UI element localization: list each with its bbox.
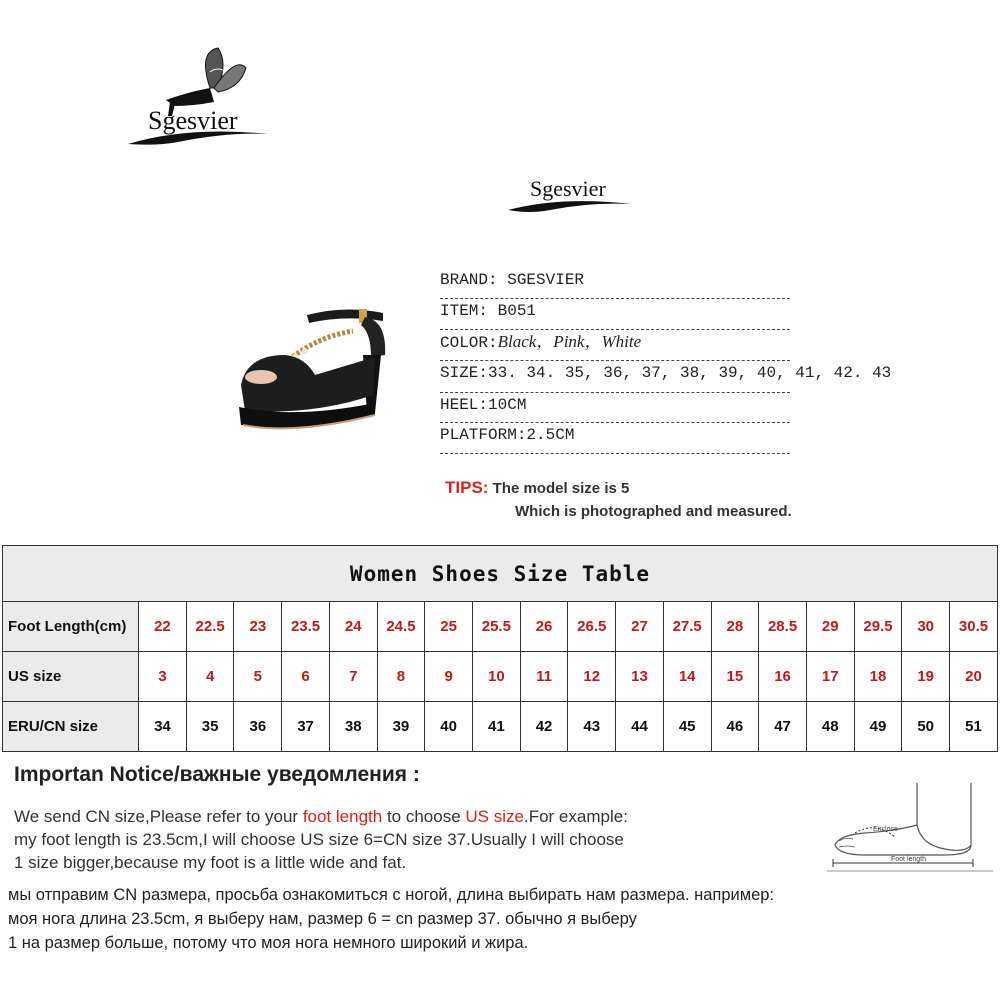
size-table-cell: 23 (234, 602, 282, 652)
notice-en-text: .For example: (523, 807, 628, 826)
spec-platform-value: 2.5CM (526, 426, 575, 444)
notice-russian (8, 883, 774, 955)
brand-logo-text: Sgesvier (148, 106, 238, 135)
size-table-cell: 26.5 (568, 602, 616, 652)
tips-line1: The model size is 5 (492, 480, 630, 497)
notice-en-line2: my foot length is 23.5cm,I will choose US size 6=CN size 37.Usually I will choose (14, 830, 624, 849)
size-table-cell: 22 (139, 602, 187, 652)
size-table-cell: 15 (711, 652, 759, 702)
size-table-cell: 29.5 (854, 602, 902, 652)
spec-brand-label: BRAND: (440, 271, 498, 289)
size-table-cell: 25.5 (473, 602, 521, 652)
size-table-cell: 6 (282, 652, 330, 702)
spec-heel-label: HEEL: (440, 396, 489, 414)
size-table-title: Women Shoes Size Table (3, 546, 998, 602)
notice-us-size-highlight: US size (465, 807, 524, 826)
size-table-cell: 16 (759, 652, 807, 702)
size-table-cell: 11 (520, 652, 568, 702)
tips-line2: Which is photographed and measured. (515, 503, 792, 520)
butterfly-heel-icon (118, 42, 288, 162)
size-table-cell: 28 (711, 602, 759, 652)
size-table-cell: 28.5 (759, 602, 807, 652)
size-table-cell: 10 (473, 652, 521, 702)
spec-color-value: Black，Pink，White (497, 332, 642, 351)
spec-color (440, 330, 790, 361)
size-table-cell: 27.5 (663, 602, 711, 652)
notice-ru-line1: мы отправим CN размера, просьба ознакомиться с ногой, длина выбирать нам размера. например: (8, 886, 775, 904)
brand-logo (118, 42, 288, 162)
spec-item (440, 299, 790, 330)
size-table-cell: 23.5 (282, 602, 330, 652)
spec-heel-value: 10CM (488, 396, 527, 414)
size-table-cell: 22.5 (186, 602, 234, 652)
size-table-cell: 43 (568, 702, 616, 752)
size-table-cell: 51 (950, 702, 998, 752)
size-table-cell: 25 (425, 602, 473, 652)
size-table-cell: 45 (663, 702, 711, 752)
size-table-cell: 5 (234, 652, 282, 702)
size-table-row (3, 652, 998, 702)
spec-brand-value: SGESVIER (497, 271, 585, 289)
brand-logo-small (500, 170, 640, 220)
spec-platform (440, 423, 790, 454)
size-table (2, 545, 998, 752)
foot-length-label: Foot length (891, 856, 927, 863)
spec-size (440, 361, 892, 392)
brand-logo-small-text: Sgesvier (530, 176, 606, 201)
size-table-cell: 29 (806, 602, 854, 652)
size-table-cell: 18 (854, 652, 902, 702)
size-table-cell: 27 (616, 602, 664, 652)
size-table-row (3, 602, 998, 652)
size-table-cell: 38 (329, 702, 377, 752)
spec-item-label: ITEM: (440, 302, 489, 320)
foot-measure-diagram (825, 775, 995, 875)
size-table-cell: 12 (568, 652, 616, 702)
size-table-cell: 34 (139, 702, 187, 752)
size-table-cell: 50 (902, 702, 950, 752)
size-table-row-label: ERU/CN size (3, 702, 139, 752)
size-table-cell: 30 (902, 602, 950, 652)
size-table-cell: 8 (377, 652, 425, 702)
notice-ru-line2: моя нога длина 23.5cm, я выберу нам, размер 6 = cn размер 37. обычно я выберу (8, 910, 637, 928)
tips-label: TIPS: (445, 478, 489, 497)
enclose-label: Enclose (873, 826, 898, 833)
size-table-cell: 40 (425, 702, 473, 752)
size-table-cell: 14 (663, 652, 711, 702)
size-table-cell: 49 (854, 702, 902, 752)
size-table-cell: 3 (139, 652, 187, 702)
size-table-cell: 20 (950, 652, 998, 702)
notice-title: Importan Notice/важные уведомления : (14, 763, 420, 786)
size-table-cell: 9 (425, 652, 473, 702)
size-table-cell: 36 (234, 702, 282, 752)
size-table-cell: 13 (616, 652, 664, 702)
size-table-cell: 42 (520, 702, 568, 752)
size-table-cell: 19 (902, 652, 950, 702)
size-table-row-label: US size (3, 652, 139, 702)
size-table-row-label: Foot Length(cm) (3, 602, 139, 652)
product-image-sandal (235, 285, 395, 460)
size-table-cell: 47 (759, 702, 807, 752)
spec-size-value: 33. 34. 35, 36, 37, 38, 39, 40, 41, 42. 43 (488, 364, 892, 382)
size-table-cell: 30.5 (950, 602, 998, 652)
size-table-row (3, 702, 998, 752)
notice-en-line3: 1 size bigger,because my foot is a little wide and fat. (14, 853, 407, 872)
size-table-cell: 41 (473, 702, 521, 752)
spec-brand (440, 268, 790, 299)
size-table-cell: 26 (520, 602, 568, 652)
notice-en-text: We send CN size,Please refer to your (14, 807, 303, 826)
size-table-cell: 44 (616, 702, 664, 752)
notice-en-text: to choose (382, 807, 466, 826)
spec-platform-label: PLATFORM: (440, 426, 527, 444)
size-table-cell: 7 (329, 652, 377, 702)
size-table-cell: 37 (282, 702, 330, 752)
size-table-cell: 17 (806, 652, 854, 702)
size-table-cell: 4 (186, 652, 234, 702)
notice-en-line1 (14, 805, 628, 828)
notice-foot-length-highlight: foot length (302, 807, 383, 826)
spec-heel (440, 392, 790, 423)
size-table-cell: 24.5 (377, 602, 425, 652)
size-table-cell: 35 (186, 702, 234, 752)
size-table-cell: 46 (711, 702, 759, 752)
notice-english (14, 805, 628, 874)
notice-ru-line3: 1 на размер больше, потому что моя нога немного широкий и жира. (8, 934, 529, 952)
spec-size-label: SIZE: (440, 364, 489, 382)
product-specs (440, 268, 892, 454)
size-table-cell: 24 (329, 602, 377, 652)
spec-item-value: B051 (488, 302, 537, 320)
tips (445, 478, 629, 498)
size-table-cell: 39 (377, 702, 425, 752)
size-table-cell: 48 (806, 702, 854, 752)
spec-color-label: COLOR: (440, 334, 498, 352)
